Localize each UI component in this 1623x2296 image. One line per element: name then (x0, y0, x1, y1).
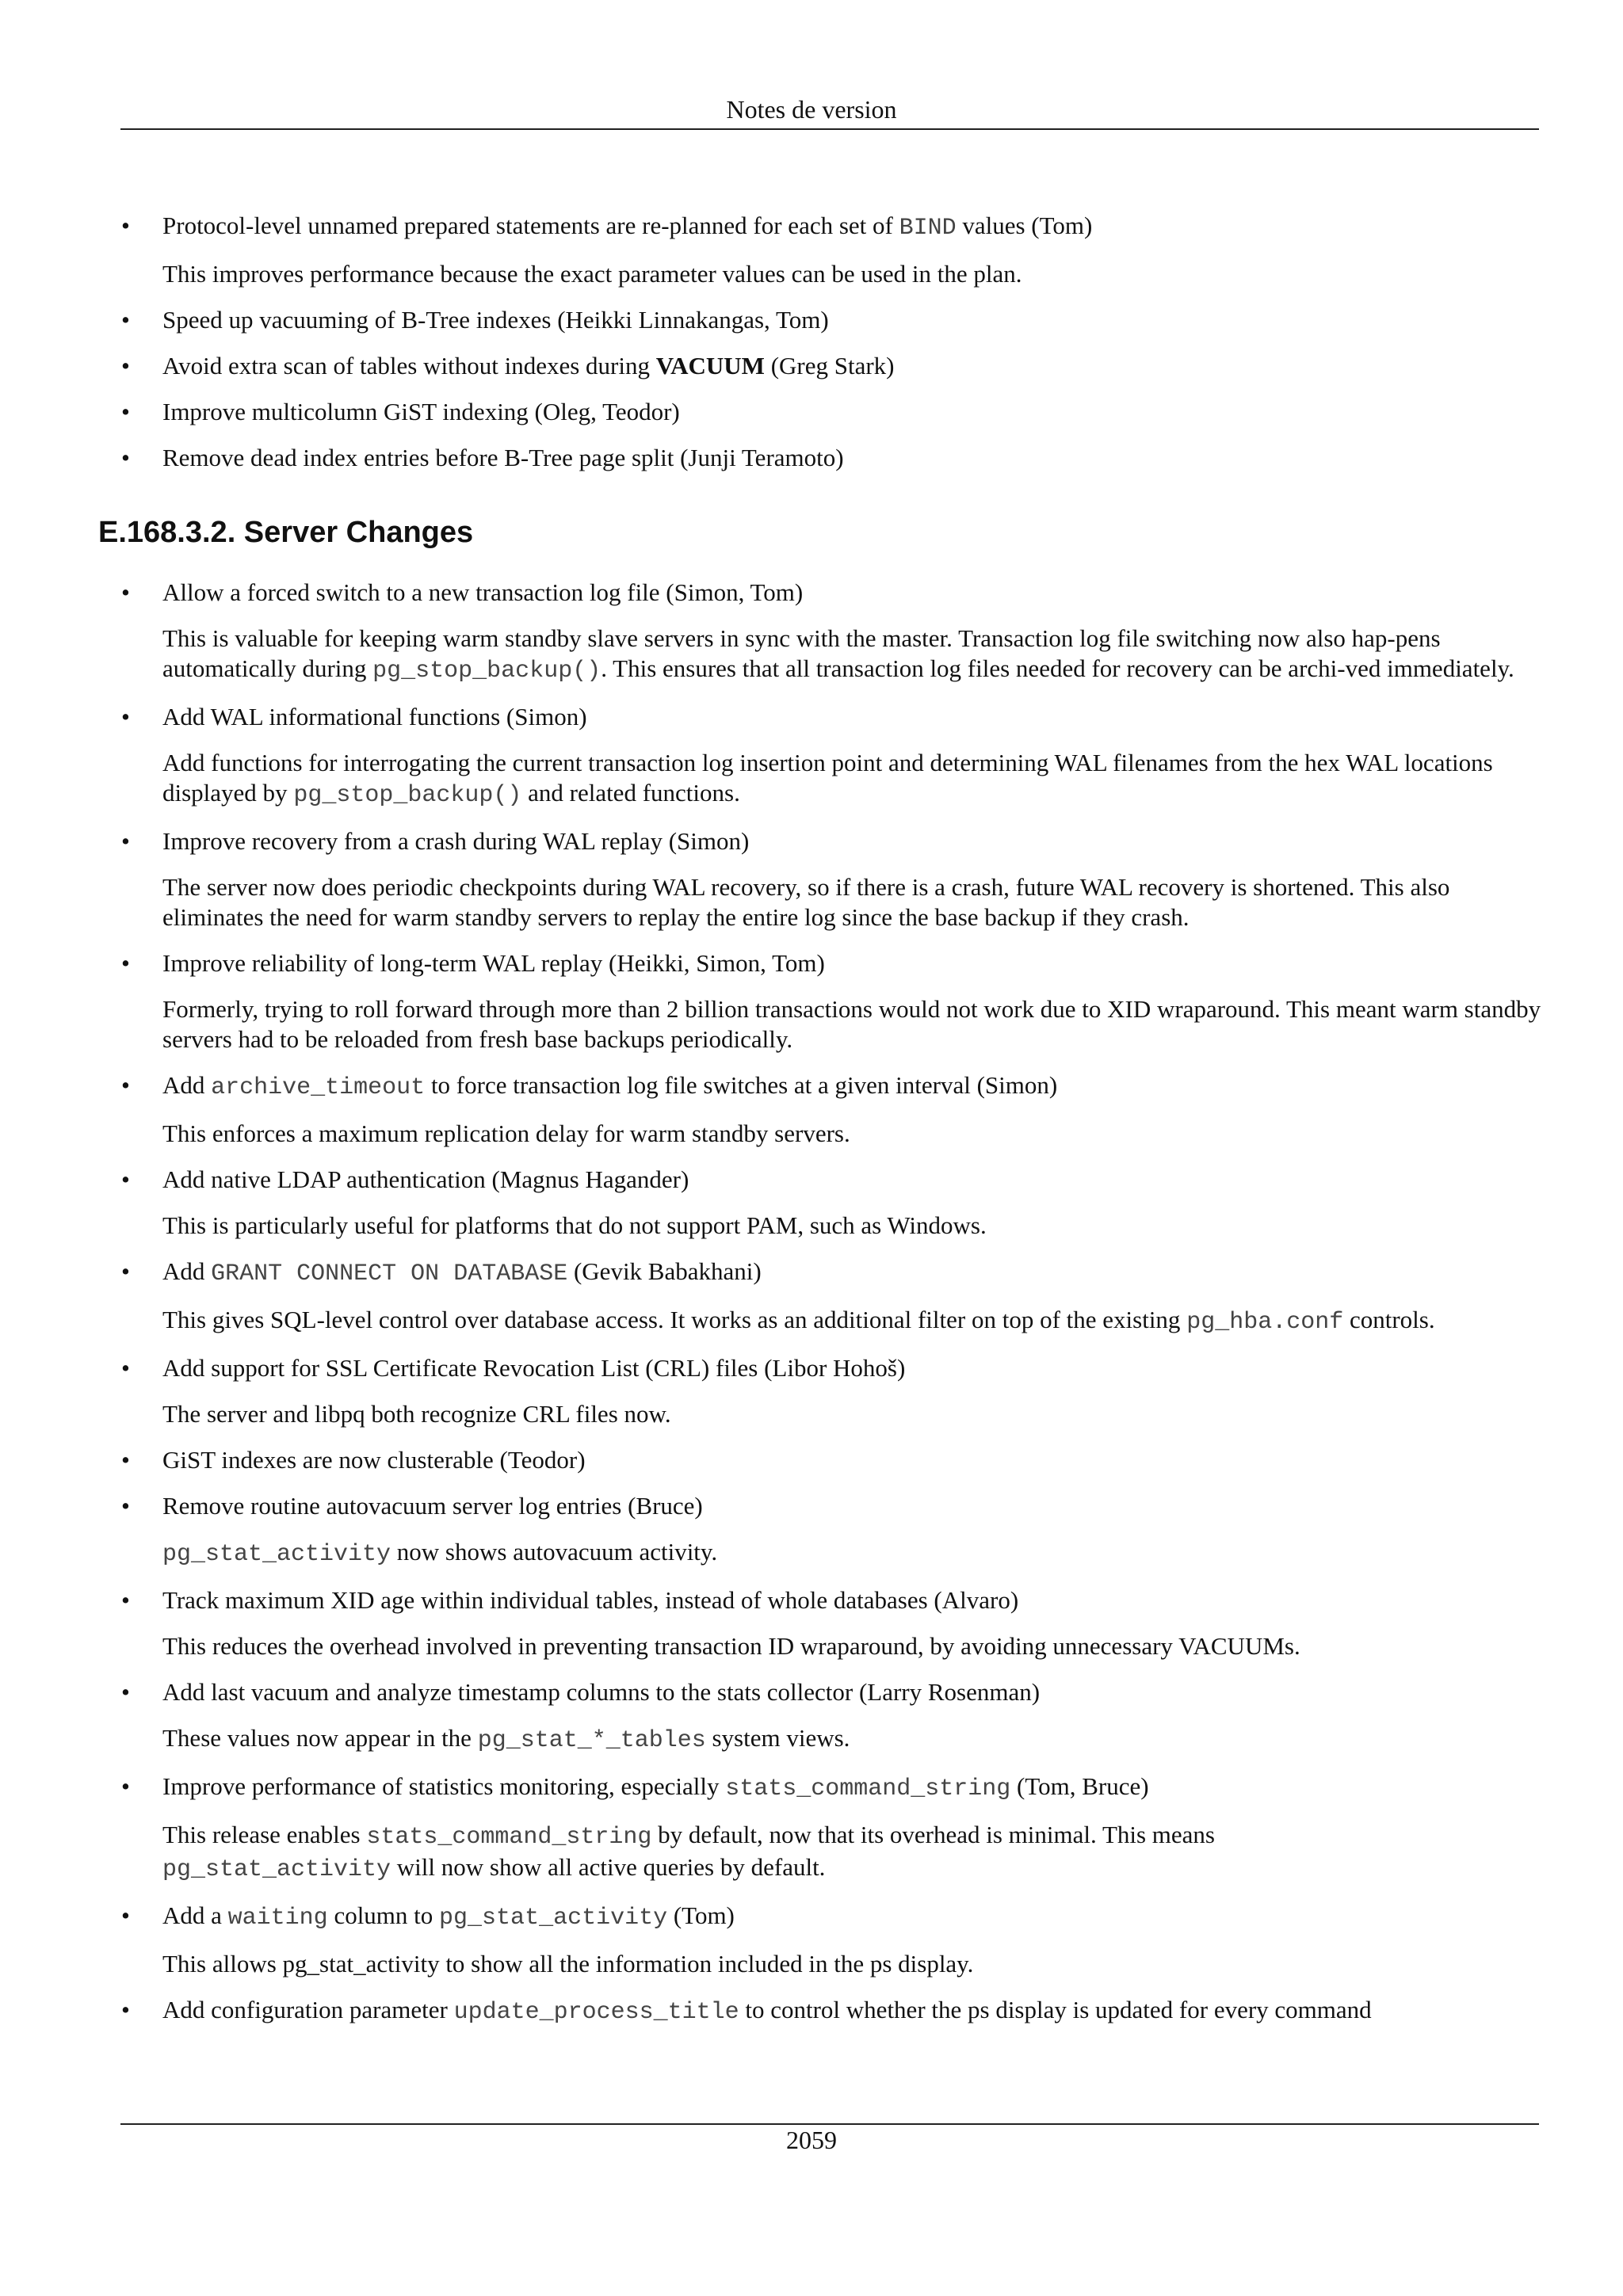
bullet: • (121, 1165, 130, 1193)
list-item: • Add last vacuum and analyze timestamp columns to the stats collector (Larry Rosenman) These values now appear in the pg_stat_*_tables system views. (0, 1677, 1623, 1756)
bullet: • (121, 1257, 130, 1285)
list-item: • Improve performance of statistics monitoring, especially stats_command_string (Tom, Bruce) This release enables stats_command_string by default, now that its overhead is minimal. This means pg_stat_activity will now show all active queries by default. (0, 1772, 1623, 1885)
list-item: • Add a waiting column to pg_stat_activity (Tom) This allows pg_stat_activity to show all the information included in the ps display. (0, 1901, 1623, 1979)
list-item: • Add GRANT CONNECT ON DATABASE (Gevik Babakhani) This gives SQL-level control over database access. It works as an additional filter on top of the existing pg_hba.conf controls. (0, 1257, 1623, 1337)
header-rule (120, 128, 1539, 130)
section-heading: E.168.3.2. Server Changes (98, 516, 474, 549)
item-description: This allows pg_stat_activity to show all the information included in the ps display. (162, 1950, 974, 1978)
code-text: stats_command_string (725, 1775, 1011, 1802)
item-description: This release enables stats_command_string by default, now that its overhead is minimal. This means pg_stat_activity will now show all active queries by default. (162, 1821, 1215, 1883)
page-number: 2059 (786, 2126, 837, 2154)
bullet: • (121, 1901, 130, 1929)
bullet: • (121, 444, 130, 471)
list-item: • Allow a forced switch to a new transaction log file (Simon, Tom) This is valuable for keeping warm standby slave servers in sync with the master. Transaction log file switching now also hap-pens automatically during pg_stop_backup(). This ensures that all transaction log files needed for recovery can be archi-ved immediately. (0, 578, 1623, 686)
code-text: pg_stop_backup() (293, 782, 522, 809)
page-content (0, 211, 1623, 2043)
code-text: pg_stat_activity (439, 1905, 668, 1932)
bullet: • (121, 1772, 130, 1800)
list-item: • Add configuration parameter update_process_title to control whether the ps display is updated for every command (121, 1996, 1372, 2026)
item-description: The server now does periodic checkpoints during WAL recovery, so if there is a crash, future WAL recovery is shortened. This also eliminates the need for warm standby servers to replay the entire log since the base backup if they crash. (162, 873, 1450, 931)
bullet: • (121, 703, 130, 730)
code-text: pg_stat_*_tables (477, 1727, 706, 1754)
code-text: pg_stat_activity (162, 1856, 391, 1883)
bullet: • (121, 1586, 130, 1614)
server-changes-list (0, 578, 1623, 2027)
list-item: • Remove routine autovacuum server log entries (Bruce) pg_stat_activity now shows autovacuum activity. (0, 1491, 1623, 1569)
bullet: • (121, 306, 130, 334)
bullet: • (121, 1678, 130, 1706)
page-header: Notes de version (726, 95, 897, 124)
code-text: pg_hba.conf (1186, 1309, 1344, 1336)
bullet: • (121, 398, 130, 425)
item-description: This enforces a maximum replication delay for warm standby servers. (162, 1119, 850, 1147)
list-item: • Speed up vacuuming of B-Tree indexes (Heikki Linnakangas, Tom) (121, 306, 829, 334)
item-description: This gives SQL-level control over database access. It works as an additional filter on top of the existing pg_hba.conf controls. (162, 1306, 1435, 1336)
item-description: This reduces the overhead involved in preventing transaction ID wraparound, by avoiding unnecessary VACUUMs. (162, 1632, 1300, 1660)
item-description: Formerly, trying to roll forward through more than 2 billion transactions would not work due to XID wraparound. This meant warm standby servers had to be reloaded from fresh base backups periodically. (162, 995, 1541, 1053)
list-item: • Remove dead index entries before B-Tree page split (Junji Teramoto) (121, 444, 844, 471)
code-text: archive_timeout (211, 1074, 426, 1101)
item-description: These values now appear in the pg_stat_*_tables system views. (162, 1724, 850, 1754)
bullet: • (121, 1071, 130, 1099)
bullet: • (121, 827, 130, 855)
bullet: • (121, 1996, 130, 2023)
bold-command: VACUUM (655, 352, 765, 379)
bullet: • (121, 212, 130, 239)
list-item: • Improve multicolumn GiST indexing (Oleg, Teodor) (121, 398, 680, 425)
bullet: • (121, 352, 130, 379)
list-item: • Protocol-level unnamed prepared statements are re-planned for each set of BIND values (Tom) This improves performance because the exact parameter values can be used in the plan. (0, 211, 1623, 289)
item-description: This is valuable for keeping warm standby slave servers in sync with the master. Transaction log file switching now also hap-pens automatically during pg_stop_backup(). This ensures that all transaction log files needed for recovery can be archi-ved immediately. (162, 624, 1514, 685)
list-item: • Add native LDAP authentication (Magnus Hagander) This is particularly useful for platforms that do not support PAM, such as Windows. (0, 1165, 1623, 1241)
list-item: • Improve reliability of long-term WAL replay (Heikki, Simon, Tom) Formerly, trying to roll forward through more than 2 billion transactions would not work due to XID wraparound. This meant warm standby servers had to be reloaded from fresh base backups periodically. (121, 949, 1541, 1053)
optimizer-changes-list (0, 211, 1623, 473)
code-text: pg_stat_activity (162, 1541, 391, 1568)
list-item: • Add archive_timeout to force transaction log file switches at a given interval (Simon) This enforces a maximum replication delay for warm standby servers. (0, 1070, 1623, 1149)
bullet: • (121, 578, 130, 606)
bullet: • (121, 1492, 130, 1520)
bullet: • (121, 949, 130, 977)
list-item: • Avoid extra scan of tables without indexes during VACUUM (Greg Stark) (121, 352, 895, 379)
code-text: waiting (227, 1905, 328, 1932)
list-item: • Improve recovery from a crash during WAL replay (Simon) The server now does periodic checkpoints during WAL recovery, so if there is a crash, future WAL recovery is shortened. This also eliminates the need for warm standby servers to replay the entire log since the base backup if they crash. (0, 826, 1623, 933)
code-text: pg_stop_backup() (372, 658, 601, 685)
list-item: • Add WAL informational functions (Simon) Add functions for interrogating the current transaction log insertion point and determining WAL filenames from the hex WAL locations displayed by pg_stop_backup() and related functions. (0, 702, 1623, 810)
list-item: • GiST indexes are now clusterable (Teodor) (121, 1446, 586, 1474)
item-description: pg_stat_activity now shows autovacuum activity. (162, 1538, 718, 1568)
code-text: GRANT CONNECT ON DATABASE (211, 1261, 568, 1287)
code-text: stats_command_string (366, 1824, 652, 1851)
item-description: Add functions for interrogating the current transaction log insertion point and determining WAL filenames from the hex WAL locations displayed by pg_stop_backup() and related functions. (162, 749, 1493, 809)
code-text: BIND (899, 215, 957, 242)
list-item: • Track maximum XID age within individual tables, instead of whole databases (Alvaro) This reduces the overhead involved in preventing transaction ID wraparound, by avoiding unnecessary VACUUMs. (0, 1585, 1623, 1661)
item-description: The server and libpq both recognize CRL files now. (162, 1400, 671, 1428)
list-item: • Add support for SSL Certificate Revocation List (CRL) files (Libor Hohoš) The server and libpq both recognize CRL files now. (0, 1353, 1623, 1429)
code-text: update_process_title (453, 1999, 739, 2026)
item-description: This is particularly useful for platforms that do not support PAM, such as Windows. (162, 1211, 987, 1239)
bullet: • (121, 1354, 130, 1382)
item-description: This improves performance because the exact parameter values can be used in the plan. (162, 260, 1022, 288)
bullet: • (121, 1446, 130, 1474)
